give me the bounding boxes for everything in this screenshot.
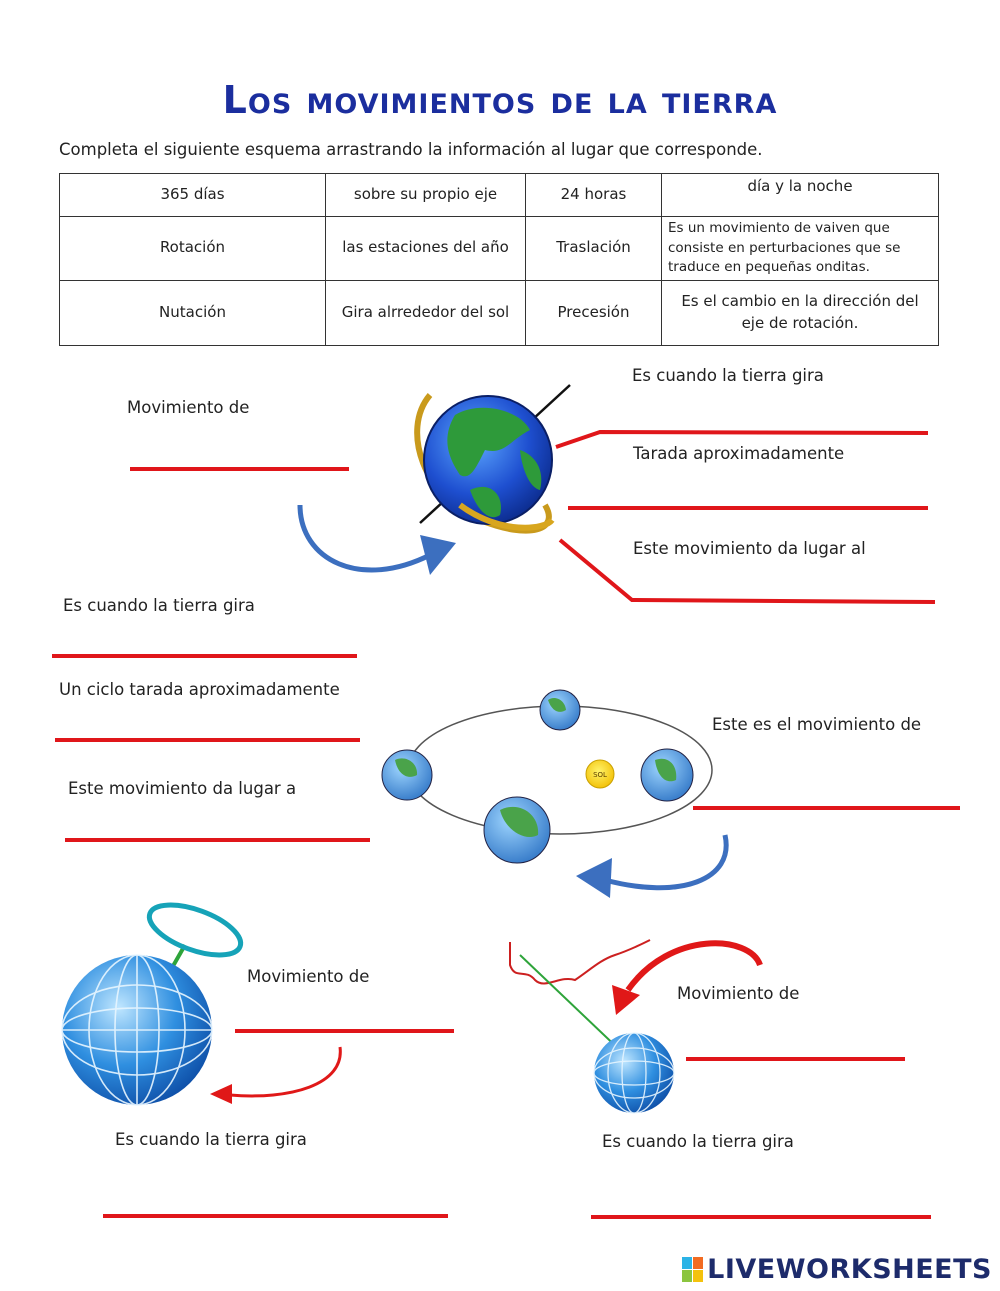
word-bank-item[interactable]: Rotación [60,217,326,281]
word-bank-item[interactable]: Es el cambio en la dirección del eje de rotación. [662,280,939,345]
word-bank-item[interactable]: Precesión [526,280,662,345]
precession-rotates-label: Es cuando la tierra gira [115,1130,307,1149]
answer-blank-translation-result[interactable] [65,838,370,842]
word-bank-item[interactable]: 24 horas [526,174,662,217]
answer-blank-translation-rotates[interactable] [52,654,357,658]
footer-brand [682,1254,992,1285]
precession-movement-label: Movimiento de [247,967,370,986]
nutation-rotates-label: Es cuando la tierra gira [602,1132,794,1151]
word-bank-item[interactable]: Nutación [60,280,326,345]
precession-globe-icon [62,895,247,1105]
rotation-rotates-label: Es cuando la tierra gira [632,366,824,385]
liveworksheets-logo-icon [682,1257,703,1282]
translation-movement-label: Este es el movimiento de [712,715,922,734]
rotation-duration-label: Tarada aproximadamente [633,444,845,463]
word-bank-item[interactable]: sobre su propio eje [326,174,526,217]
word-bank-item[interactable]: 365 días [60,174,326,217]
rotation-globe-icon [417,385,570,531]
red-curved-arrow-icon [612,943,760,1015]
instructions: Completa el siguiente esquema arrastrando la información al lugar que corresponde. [59,140,763,159]
translation-result-label: Este movimiento da lugar a [68,779,297,798]
answer-blank-precession-name[interactable] [235,1029,454,1033]
orbit-diagram-icon [382,690,712,863]
word-bank-item[interactable]: Es un movimiento de vaiven que consiste en perturbaciones que se traduce en pequeñas onditas. [662,217,939,281]
nutation-movement-label: Movimiento de [677,984,800,1003]
answer-blank-rotation-name[interactable] [130,467,349,471]
red-curved-arrow-icon [210,1047,340,1104]
blue-curved-arrow-icon [300,505,456,575]
blue-curved-arrow-icon [576,835,726,898]
word-bank-item[interactable]: Gira alrrededor del sol [326,280,526,345]
word-bank-item[interactable]: las estaciones del año [326,217,526,281]
sun-label: SOL [593,771,607,779]
answer-blank-translation-cycle[interactable] [55,738,360,742]
word-bank-item[interactable]: Traslación [526,217,662,281]
answer-blank-nutation-rotates[interactable] [591,1215,931,1219]
answer-blank-precession-rotates[interactable] [103,1214,448,1218]
rotation-result-label: Este movimiento da lugar al [633,539,866,558]
answer-blank-rotation-duration[interactable] [568,506,928,510]
answer-blank-nutation-name[interactable] [686,1057,905,1061]
translation-cycle-label: Un ciclo tarada aproximadamente [59,680,340,699]
page-title: Los movimientos de la tierra [222,78,778,122]
translation-rotates-label: Es cuando la tierra gira [63,596,255,615]
rotation-movement-label: Movimiento de [127,398,250,417]
footer-brand-text: LIVEWORKSHEETS [707,1254,992,1285]
answer-blank-translation-name[interactable] [693,806,960,810]
word-bank-item[interactable]: día y la noche [662,174,939,217]
